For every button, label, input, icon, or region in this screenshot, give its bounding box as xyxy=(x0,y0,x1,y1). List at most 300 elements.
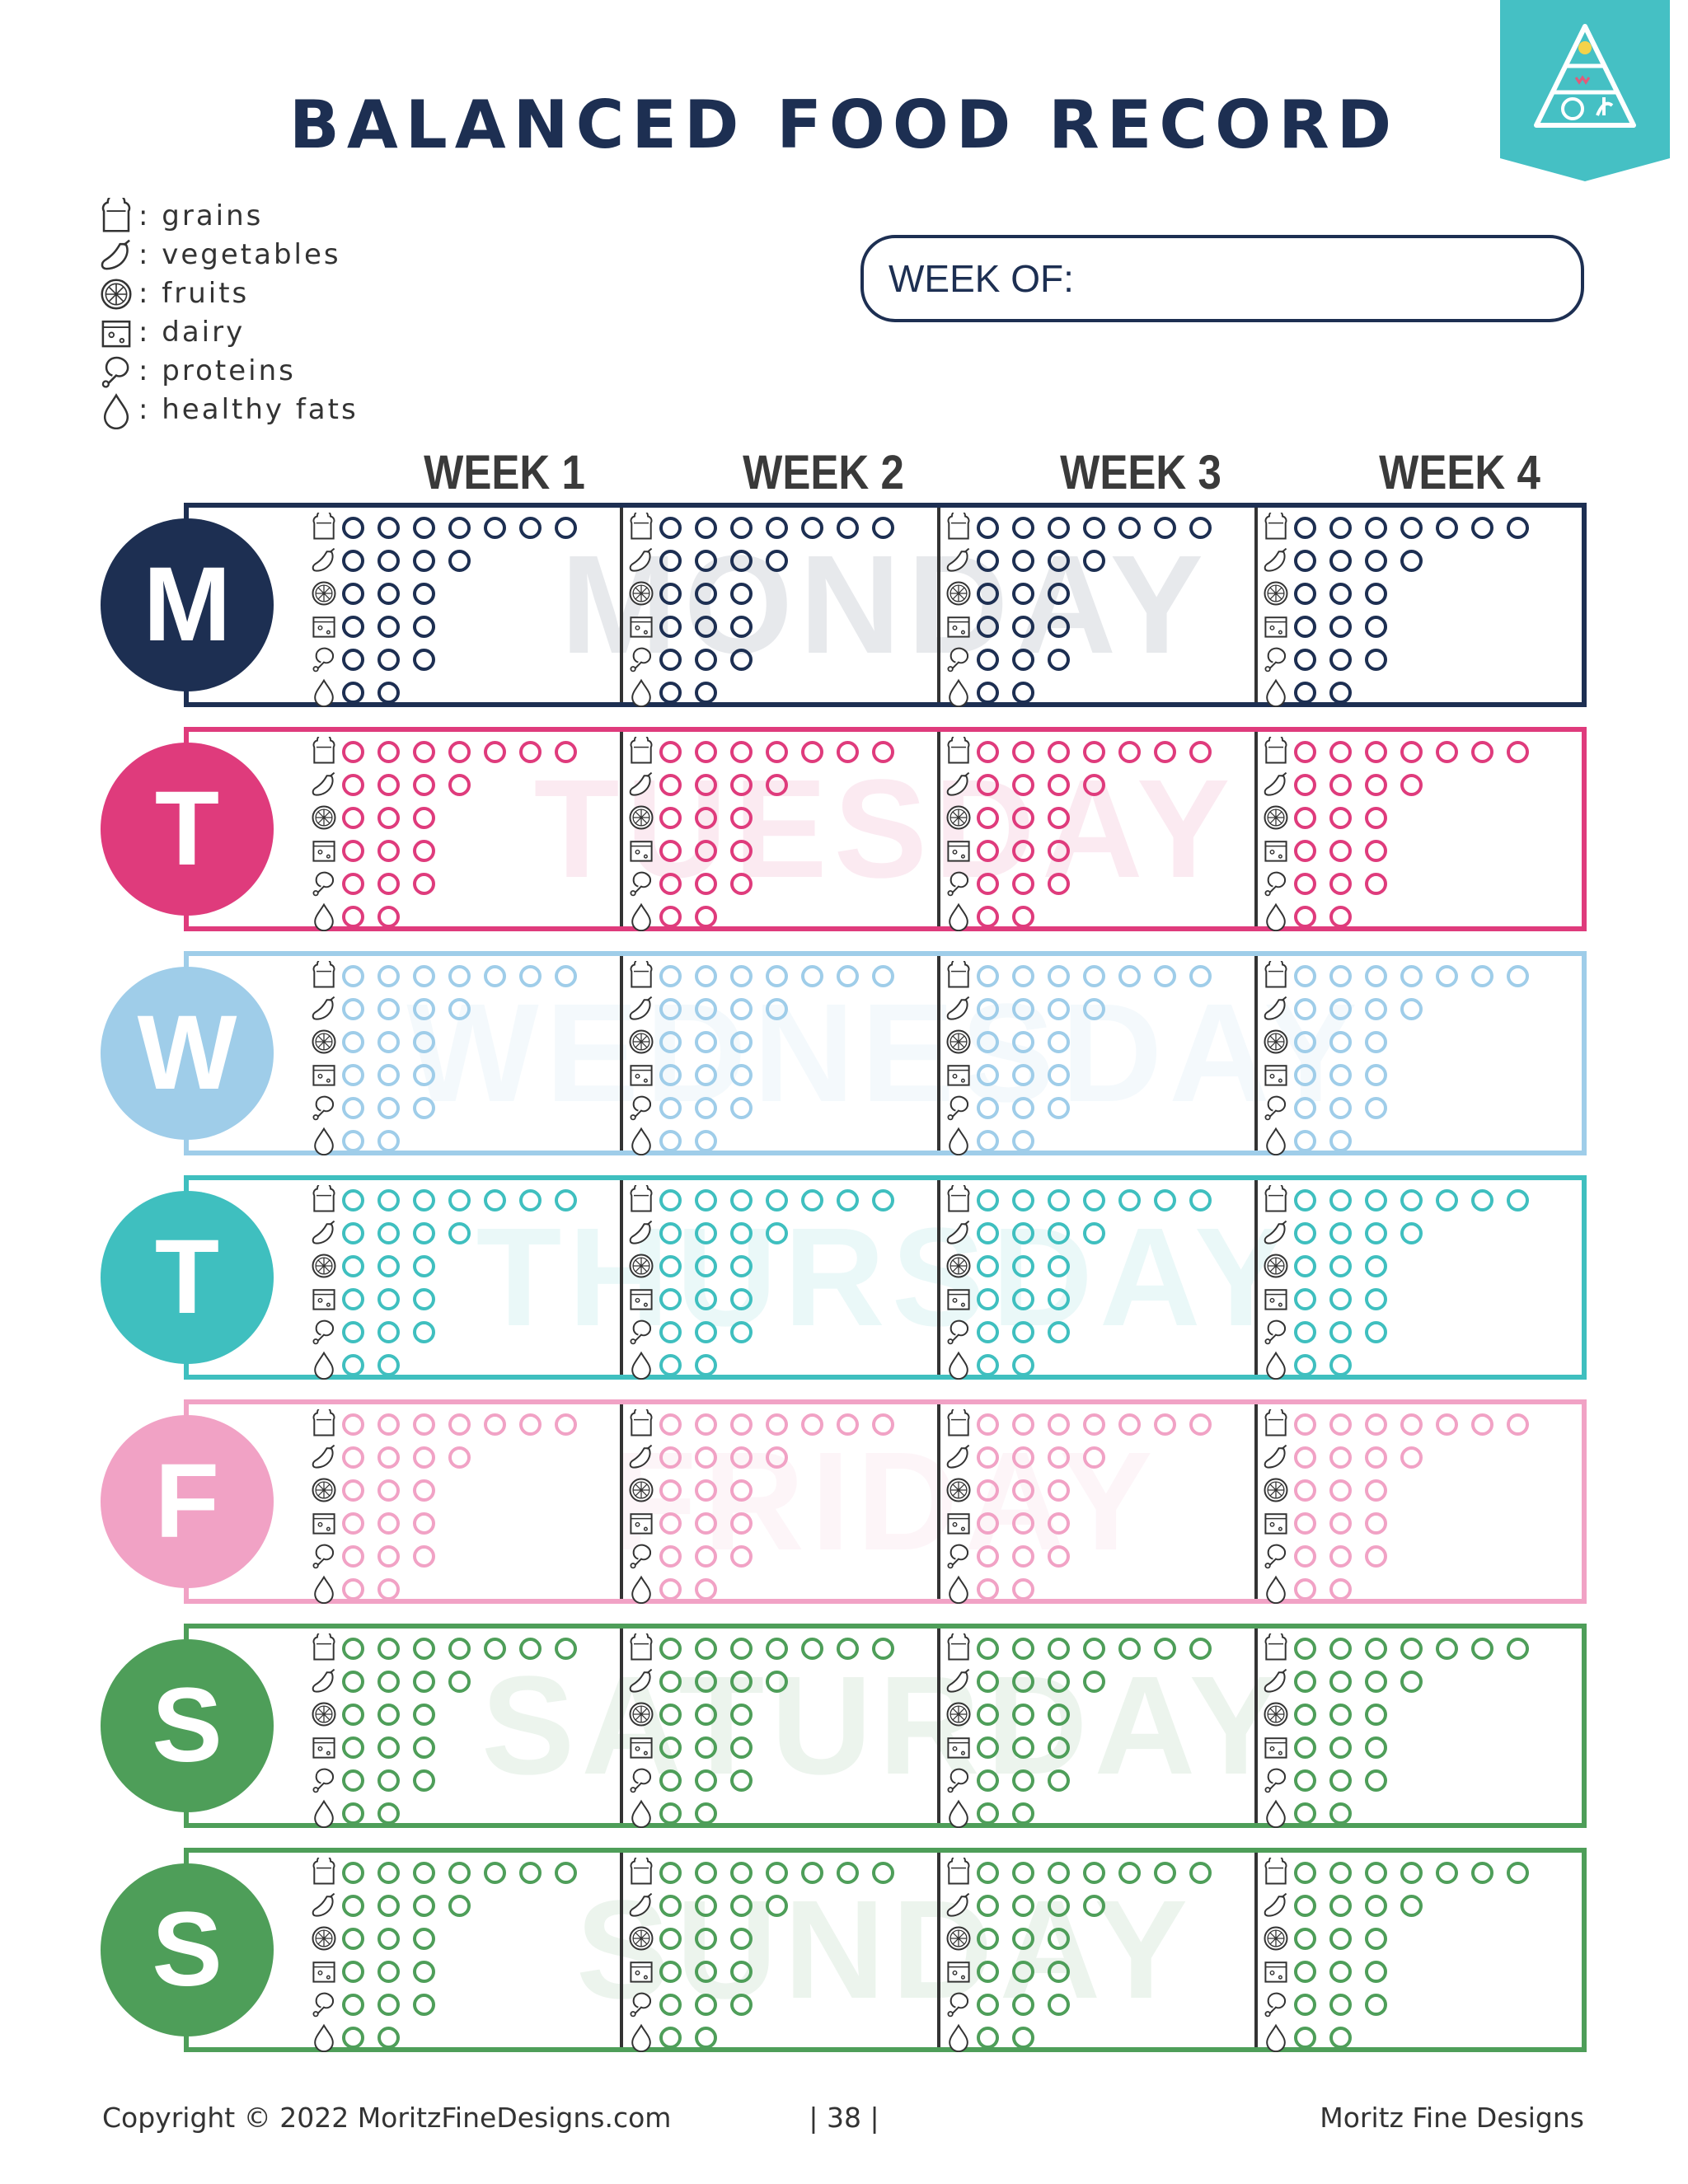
serving-circle[interactable] xyxy=(1329,1704,1352,1726)
serving-circle[interactable] xyxy=(1012,1354,1034,1376)
serving-circle[interactable] xyxy=(377,1413,400,1436)
serving-circle[interactable] xyxy=(342,741,364,763)
serving-circle[interactable] xyxy=(659,1189,682,1212)
serving-circle[interactable] xyxy=(1083,998,1105,1020)
serving-circle[interactable] xyxy=(413,616,435,638)
serving-circle[interactable] xyxy=(1400,1413,1423,1436)
serving-circle[interactable] xyxy=(977,965,999,987)
serving-circle[interactable] xyxy=(377,1479,400,1502)
serving-circle[interactable] xyxy=(342,1321,364,1343)
serving-circle[interactable] xyxy=(1294,682,1316,704)
serving-circle[interactable] xyxy=(1400,1638,1423,1660)
serving-circle[interactable] xyxy=(1400,1189,1423,1212)
serving-circle[interactable] xyxy=(519,1638,542,1660)
serving-circle[interactable] xyxy=(555,741,577,763)
serving-circle[interactable] xyxy=(377,1097,400,1119)
serving-circle[interactable] xyxy=(1329,807,1352,829)
serving-circle[interactable] xyxy=(1365,998,1387,1020)
serving-circle[interactable] xyxy=(1436,1189,1458,1212)
serving-circle[interactable] xyxy=(1012,873,1034,895)
serving-circle[interactable] xyxy=(1329,1479,1352,1502)
serving-circle[interactable] xyxy=(1012,906,1034,928)
serving-circle[interactable] xyxy=(413,1189,435,1212)
serving-circle[interactable] xyxy=(695,616,717,638)
serving-circle[interactable] xyxy=(413,1446,435,1469)
serving-circle[interactable] xyxy=(1154,741,1176,763)
serving-circle[interactable] xyxy=(837,1413,859,1436)
serving-circle[interactable] xyxy=(413,1222,435,1244)
serving-circle[interactable] xyxy=(1400,965,1423,987)
serving-circle[interactable] xyxy=(977,1354,999,1376)
serving-circle[interactable] xyxy=(1365,550,1387,572)
serving-circle[interactable] xyxy=(342,1130,364,1152)
serving-circle[interactable] xyxy=(1189,1862,1212,1884)
serving-circle[interactable] xyxy=(377,1446,400,1469)
serving-circle[interactable] xyxy=(377,1321,400,1343)
serving-circle[interactable] xyxy=(659,774,682,796)
serving-circle[interactable] xyxy=(377,649,400,671)
serving-circle[interactable] xyxy=(342,965,364,987)
serving-circle[interactable] xyxy=(342,649,364,671)
serving-circle[interactable] xyxy=(1400,517,1423,539)
serving-circle[interactable] xyxy=(977,649,999,671)
serving-circle[interactable] xyxy=(730,1769,753,1792)
serving-circle[interactable] xyxy=(1012,774,1034,796)
serving-circle[interactable] xyxy=(1294,1994,1316,2016)
serving-circle[interactable] xyxy=(977,774,999,796)
serving-circle[interactable] xyxy=(1400,774,1423,796)
serving-circle[interactable] xyxy=(1436,517,1458,539)
serving-circle[interactable] xyxy=(1048,807,1070,829)
serving-circle[interactable] xyxy=(448,1413,471,1436)
serving-circle[interactable] xyxy=(977,1769,999,1792)
serving-circle[interactable] xyxy=(377,1928,400,1950)
serving-circle[interactable] xyxy=(977,1638,999,1660)
serving-circle[interactable] xyxy=(377,1994,400,2016)
serving-circle[interactable] xyxy=(1329,774,1352,796)
serving-circle[interactable] xyxy=(448,1446,471,1469)
serving-circle[interactable] xyxy=(695,1961,717,1983)
serving-circle[interactable] xyxy=(1507,1189,1529,1212)
serving-circle[interactable] xyxy=(413,840,435,862)
serving-circle[interactable] xyxy=(377,2027,400,2049)
serving-circle[interactable] xyxy=(695,1189,717,1212)
serving-circle[interactable] xyxy=(1189,517,1212,539)
serving-circle[interactable] xyxy=(1294,1578,1316,1601)
serving-circle[interactable] xyxy=(1471,1189,1493,1212)
serving-circle[interactable] xyxy=(695,1130,717,1152)
serving-circle[interactable] xyxy=(659,616,682,638)
serving-circle[interactable] xyxy=(1329,1802,1352,1825)
serving-circle[interactable] xyxy=(730,550,753,572)
serving-circle[interactable] xyxy=(342,873,364,895)
serving-circle[interactable] xyxy=(695,1255,717,1277)
serving-circle[interactable] xyxy=(801,965,823,987)
serving-circle[interactable] xyxy=(1329,906,1352,928)
serving-circle[interactable] xyxy=(695,1446,717,1469)
serving-circle[interactable] xyxy=(1048,840,1070,862)
serving-circle[interactable] xyxy=(1012,1961,1034,1983)
serving-circle[interactable] xyxy=(1083,1862,1105,1884)
serving-circle[interactable] xyxy=(448,550,471,572)
serving-circle[interactable] xyxy=(377,774,400,796)
serving-circle[interactable] xyxy=(695,1413,717,1436)
serving-circle[interactable] xyxy=(377,1802,400,1825)
serving-circle[interactable] xyxy=(695,774,717,796)
serving-circle[interactable] xyxy=(1012,807,1034,829)
serving-circle[interactable] xyxy=(695,965,717,987)
serving-circle[interactable] xyxy=(695,550,717,572)
serving-circle[interactable] xyxy=(1329,550,1352,572)
serving-circle[interactable] xyxy=(448,741,471,763)
serving-circle[interactable] xyxy=(659,1255,682,1277)
serving-circle[interactable] xyxy=(1048,649,1070,671)
serving-circle[interactable] xyxy=(413,807,435,829)
serving-circle[interactable] xyxy=(342,1031,364,1053)
serving-circle[interactable] xyxy=(342,1638,364,1660)
serving-circle[interactable] xyxy=(730,840,753,862)
serving-circle[interactable] xyxy=(1189,1638,1212,1660)
serving-circle[interactable] xyxy=(413,1545,435,1568)
serving-circle[interactable] xyxy=(695,1928,717,1950)
serving-circle[interactable] xyxy=(801,1189,823,1212)
serving-circle[interactable] xyxy=(342,1895,364,1917)
serving-circle[interactable] xyxy=(1294,741,1316,763)
serving-circle[interactable] xyxy=(1294,774,1316,796)
serving-circle[interactable] xyxy=(977,1446,999,1469)
serving-circle[interactable] xyxy=(977,616,999,638)
serving-circle[interactable] xyxy=(659,1354,682,1376)
serving-circle[interactable] xyxy=(413,1512,435,1535)
serving-circle[interactable] xyxy=(1329,1895,1352,1917)
serving-circle[interactable] xyxy=(977,1288,999,1310)
serving-circle[interactable] xyxy=(519,965,542,987)
serving-circle[interactable] xyxy=(1083,550,1105,572)
serving-circle[interactable] xyxy=(695,873,717,895)
serving-circle[interactable] xyxy=(1012,1736,1034,1759)
serving-circle[interactable] xyxy=(377,873,400,895)
serving-circle[interactable] xyxy=(659,998,682,1020)
serving-circle[interactable] xyxy=(1012,1321,1034,1343)
serving-circle[interactable] xyxy=(659,965,682,987)
serving-circle[interactable] xyxy=(377,1895,400,1917)
serving-circle[interactable] xyxy=(342,1288,364,1310)
serving-circle[interactable] xyxy=(1048,1288,1070,1310)
serving-circle[interactable] xyxy=(1294,1862,1316,1884)
serving-circle[interactable] xyxy=(1048,1961,1070,1983)
serving-circle[interactable] xyxy=(413,1736,435,1759)
serving-circle[interactable] xyxy=(1048,1064,1070,1086)
serving-circle[interactable] xyxy=(977,1064,999,1086)
serving-circle[interactable] xyxy=(695,583,717,605)
serving-circle[interactable] xyxy=(377,807,400,829)
serving-circle[interactable] xyxy=(1471,1638,1493,1660)
serving-circle[interactable] xyxy=(1012,1255,1034,1277)
serving-circle[interactable] xyxy=(1365,1545,1387,1568)
serving-circle[interactable] xyxy=(659,1736,682,1759)
serving-circle[interactable] xyxy=(342,1446,364,1469)
serving-circle[interactable] xyxy=(695,906,717,928)
serving-circle[interactable] xyxy=(1400,1862,1423,1884)
serving-circle[interactable] xyxy=(448,1895,471,1917)
serving-circle[interactable] xyxy=(1365,1031,1387,1053)
serving-circle[interactable] xyxy=(695,1031,717,1053)
serving-circle[interactable] xyxy=(1365,1189,1387,1212)
serving-circle[interactable] xyxy=(1012,2027,1034,2049)
serving-circle[interactable] xyxy=(872,1638,894,1660)
serving-circle[interactable] xyxy=(448,1862,471,1884)
serving-circle[interactable] xyxy=(1154,1189,1176,1212)
serving-circle[interactable] xyxy=(1400,1671,1423,1693)
serving-circle[interactable] xyxy=(659,1545,682,1568)
serving-circle[interactable] xyxy=(730,1413,753,1436)
serving-circle[interactable] xyxy=(377,583,400,605)
serving-circle[interactable] xyxy=(1294,1321,1316,1343)
serving-circle[interactable] xyxy=(1436,1638,1458,1660)
serving-circle[interactable] xyxy=(342,807,364,829)
serving-circle[interactable] xyxy=(1048,1671,1070,1693)
serving-circle[interactable] xyxy=(1329,1994,1352,2016)
serving-circle[interactable] xyxy=(1048,616,1070,638)
serving-circle[interactable] xyxy=(977,550,999,572)
serving-circle[interactable] xyxy=(1012,517,1034,539)
serving-circle[interactable] xyxy=(1471,1862,1493,1884)
serving-circle[interactable] xyxy=(1012,1031,1034,1053)
serving-circle[interactable] xyxy=(377,1031,400,1053)
serving-circle[interactable] xyxy=(659,1064,682,1086)
serving-circle[interactable] xyxy=(659,807,682,829)
serving-circle[interactable] xyxy=(1329,1097,1352,1119)
serving-circle[interactable] xyxy=(1329,583,1352,605)
serving-circle[interactable] xyxy=(1012,550,1034,572)
serving-circle[interactable] xyxy=(659,1671,682,1693)
serving-circle[interactable] xyxy=(977,1189,999,1212)
serving-circle[interactable] xyxy=(342,1512,364,1535)
serving-circle[interactable] xyxy=(413,1928,435,1950)
serving-circle[interactable] xyxy=(377,1354,400,1376)
serving-circle[interactable] xyxy=(1294,1769,1316,1792)
serving-circle[interactable] xyxy=(766,1862,788,1884)
serving-circle[interactable] xyxy=(837,741,859,763)
serving-circle[interactable] xyxy=(342,1413,364,1436)
serving-circle[interactable] xyxy=(1365,965,1387,987)
serving-circle[interactable] xyxy=(1012,1769,1034,1792)
serving-circle[interactable] xyxy=(730,1189,753,1212)
serving-circle[interactable] xyxy=(872,1862,894,1884)
serving-circle[interactable] xyxy=(695,1545,717,1568)
serving-circle[interactable] xyxy=(342,682,364,704)
serving-circle[interactable] xyxy=(730,998,753,1020)
serving-circle[interactable] xyxy=(695,1862,717,1884)
serving-circle[interactable] xyxy=(1471,965,1493,987)
serving-circle[interactable] xyxy=(1048,550,1070,572)
serving-circle[interactable] xyxy=(377,1671,400,1693)
serving-circle[interactable] xyxy=(413,1638,435,1660)
serving-circle[interactable] xyxy=(659,550,682,572)
serving-circle[interactable] xyxy=(1294,649,1316,671)
serving-circle[interactable] xyxy=(695,1354,717,1376)
serving-circle[interactable] xyxy=(730,1255,753,1277)
serving-circle[interactable] xyxy=(1294,1961,1316,1983)
serving-circle[interactable] xyxy=(1329,1862,1352,1884)
serving-circle[interactable] xyxy=(413,1413,435,1436)
serving-circle[interactable] xyxy=(1012,583,1034,605)
serving-circle[interactable] xyxy=(1083,1189,1105,1212)
serving-circle[interactable] xyxy=(413,583,435,605)
serving-circle[interactable] xyxy=(1329,1736,1352,1759)
serving-circle[interactable] xyxy=(730,616,753,638)
serving-circle[interactable] xyxy=(555,965,577,987)
serving-circle[interactable] xyxy=(1294,517,1316,539)
serving-circle[interactable] xyxy=(730,583,753,605)
serving-circle[interactable] xyxy=(1365,1446,1387,1469)
serving-circle[interactable] xyxy=(730,1638,753,1660)
serving-circle[interactable] xyxy=(1294,2027,1316,2049)
serving-circle[interactable] xyxy=(659,1479,682,1502)
serving-circle[interactable] xyxy=(730,1671,753,1693)
serving-circle[interactable] xyxy=(977,840,999,862)
serving-circle[interactable] xyxy=(1329,2027,1352,2049)
serving-circle[interactable] xyxy=(1294,906,1316,928)
serving-circle[interactable] xyxy=(1012,965,1034,987)
serving-circle[interactable] xyxy=(1154,965,1176,987)
serving-circle[interactable] xyxy=(872,1413,894,1436)
serving-circle[interactable] xyxy=(977,1736,999,1759)
serving-circle[interactable] xyxy=(1294,965,1316,987)
serving-circle[interactable] xyxy=(837,1189,859,1212)
serving-circle[interactable] xyxy=(1365,1638,1387,1660)
serving-circle[interactable] xyxy=(1471,517,1493,539)
serving-circle[interactable] xyxy=(413,517,435,539)
serving-circle[interactable] xyxy=(1507,965,1529,987)
serving-circle[interactable] xyxy=(766,1413,788,1436)
serving-circle[interactable] xyxy=(872,741,894,763)
serving-circle[interactable] xyxy=(1329,517,1352,539)
serving-circle[interactable] xyxy=(1329,1446,1352,1469)
serving-circle[interactable] xyxy=(413,1862,435,1884)
serving-circle[interactable] xyxy=(1012,741,1034,763)
serving-circle[interactable] xyxy=(695,1578,717,1601)
serving-circle[interactable] xyxy=(1365,807,1387,829)
serving-circle[interactable] xyxy=(1400,550,1423,572)
serving-circle[interactable] xyxy=(1329,1512,1352,1535)
serving-circle[interactable] xyxy=(1365,649,1387,671)
serving-circle[interactable] xyxy=(519,1413,542,1436)
serving-circle[interactable] xyxy=(977,1545,999,1568)
serving-circle[interactable] xyxy=(1365,583,1387,605)
serving-circle[interactable] xyxy=(1083,1222,1105,1244)
serving-circle[interactable] xyxy=(1294,1031,1316,1053)
serving-circle[interactable] xyxy=(555,1413,577,1436)
serving-circle[interactable] xyxy=(730,1895,753,1917)
serving-circle[interactable] xyxy=(695,1222,717,1244)
serving-circle[interactable] xyxy=(766,774,788,796)
serving-circle[interactable] xyxy=(377,1736,400,1759)
serving-circle[interactable] xyxy=(801,1413,823,1436)
serving-circle[interactable] xyxy=(730,1321,753,1343)
serving-circle[interactable] xyxy=(1012,840,1034,862)
serving-circle[interactable] xyxy=(1048,1736,1070,1759)
serving-circle[interactable] xyxy=(484,1189,506,1212)
serving-circle[interactable] xyxy=(659,741,682,763)
serving-circle[interactable] xyxy=(342,1064,364,1086)
serving-circle[interactable] xyxy=(695,998,717,1020)
serving-circle[interactable] xyxy=(448,965,471,987)
serving-circle[interactable] xyxy=(1294,1222,1316,1244)
serving-circle[interactable] xyxy=(1189,741,1212,763)
serving-circle[interactable] xyxy=(1365,1704,1387,1726)
serving-circle[interactable] xyxy=(766,998,788,1020)
serving-circle[interactable] xyxy=(1365,1928,1387,1950)
serving-circle[interactable] xyxy=(377,998,400,1020)
serving-circle[interactable] xyxy=(730,1064,753,1086)
serving-circle[interactable] xyxy=(1436,965,1458,987)
serving-circle[interactable] xyxy=(1329,1961,1352,1983)
serving-circle[interactable] xyxy=(1400,998,1423,1020)
serving-circle[interactable] xyxy=(730,649,753,671)
serving-circle[interactable] xyxy=(519,1189,542,1212)
serving-circle[interactable] xyxy=(1048,1321,1070,1343)
serving-circle[interactable] xyxy=(659,517,682,539)
serving-circle[interactable] xyxy=(342,583,364,605)
serving-circle[interactable] xyxy=(342,840,364,862)
serving-circle[interactable] xyxy=(1365,1736,1387,1759)
serving-circle[interactable] xyxy=(977,998,999,1020)
serving-circle[interactable] xyxy=(1329,1928,1352,1950)
serving-circle[interactable] xyxy=(413,1671,435,1693)
serving-circle[interactable] xyxy=(1012,1545,1034,1568)
serving-circle[interactable] xyxy=(1294,998,1316,1020)
serving-circle[interactable] xyxy=(484,1638,506,1660)
serving-circle[interactable] xyxy=(1012,1928,1034,1950)
serving-circle[interactable] xyxy=(1471,741,1493,763)
serving-circle[interactable] xyxy=(1048,517,1070,539)
serving-circle[interactable] xyxy=(977,1222,999,1244)
serving-circle[interactable] xyxy=(977,517,999,539)
serving-circle[interactable] xyxy=(766,1671,788,1693)
serving-circle[interactable] xyxy=(766,965,788,987)
serving-circle[interactable] xyxy=(413,873,435,895)
serving-circle[interactable] xyxy=(413,1288,435,1310)
serving-circle[interactable] xyxy=(730,1512,753,1535)
serving-circle[interactable] xyxy=(659,1130,682,1152)
week-of-field[interactable]: WEEK OF: xyxy=(860,235,1584,322)
serving-circle[interactable] xyxy=(1329,682,1352,704)
serving-circle[interactable] xyxy=(1329,1031,1352,1053)
serving-circle[interactable] xyxy=(1507,517,1529,539)
serving-circle[interactable] xyxy=(342,1255,364,1277)
serving-circle[interactable] xyxy=(1400,1446,1423,1469)
serving-circle[interactable] xyxy=(695,807,717,829)
serving-circle[interactable] xyxy=(872,965,894,987)
serving-circle[interactable] xyxy=(1471,1413,1493,1436)
serving-circle[interactable] xyxy=(1329,616,1352,638)
serving-circle[interactable] xyxy=(659,1222,682,1244)
serving-circle[interactable] xyxy=(1083,1446,1105,1469)
serving-circle[interactable] xyxy=(977,1097,999,1119)
serving-circle[interactable] xyxy=(1507,1862,1529,1884)
serving-circle[interactable] xyxy=(377,741,400,763)
serving-circle[interactable] xyxy=(695,1638,717,1660)
serving-circle[interactable] xyxy=(555,1638,577,1660)
serving-circle[interactable] xyxy=(1012,1222,1034,1244)
serving-circle[interactable] xyxy=(413,1031,435,1053)
serving-circle[interactable] xyxy=(1329,1769,1352,1792)
serving-circle[interactable] xyxy=(977,873,999,895)
serving-circle[interactable] xyxy=(342,1354,364,1376)
serving-circle[interactable] xyxy=(413,1255,435,1277)
serving-circle[interactable] xyxy=(1329,1354,1352,1376)
